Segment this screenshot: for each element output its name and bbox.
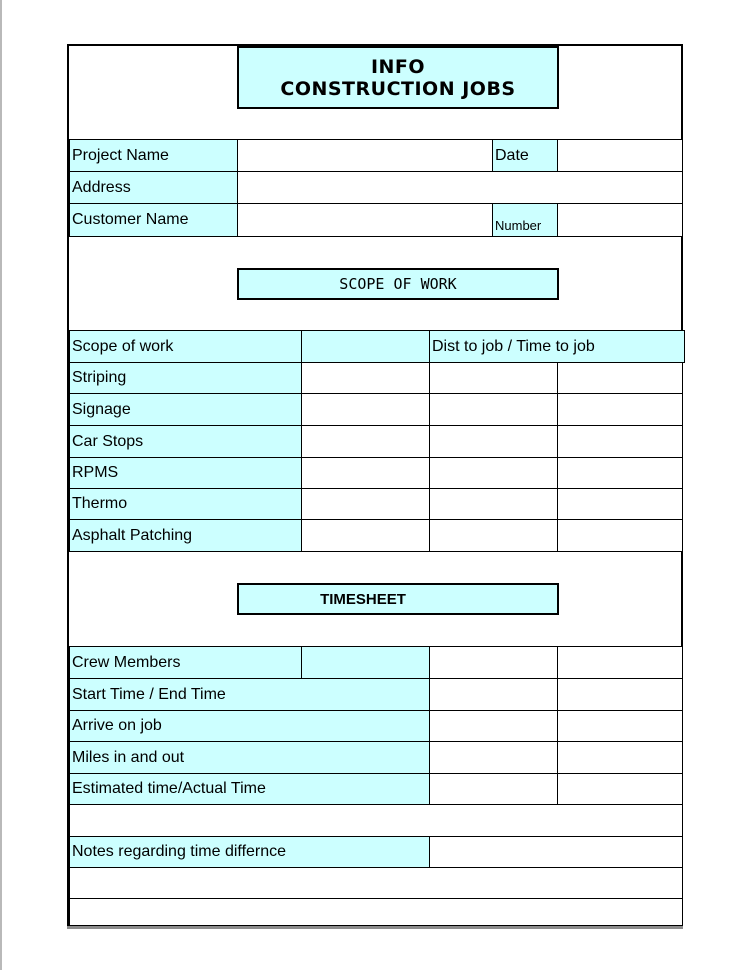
scope-item-asphalt-patching: Asphalt Patching — [69, 519, 302, 552]
number-field[interactable] — [557, 203, 683, 237]
scope-cell[interactable] — [429, 457, 558, 489]
timesheet-cell[interactable] — [557, 678, 683, 711]
blank-row[interactable] — [69, 804, 683, 837]
page-edge — [0, 0, 2, 970]
number-label: Number — [492, 203, 558, 237]
date-label: Date — [492, 139, 558, 172]
scope-cell[interactable] — [429, 362, 558, 394]
crew-members-label: Crew Members — [69, 646, 302, 679]
scope-cell[interactable] — [557, 519, 683, 552]
timesheet-cell[interactable] — [557, 646, 683, 679]
timesheet-cell[interactable] — [557, 741, 683, 774]
scope-col-item-header: Scope of work — [69, 330, 302, 363]
scope-cell[interactable] — [557, 393, 683, 426]
crew-members-cell[interactable] — [301, 646, 430, 679]
timesheet-cell[interactable] — [429, 646, 558, 679]
timesheet-heading: TIMESHEET — [237, 583, 559, 615]
scope-cell[interactable] — [429, 488, 558, 520]
form-title-line2: CONSTRUCTION JOBS — [280, 77, 516, 100]
scope-item-rpms: RPMS — [69, 457, 302, 489]
scope-col-dist-header: Dist to job / Time to job — [429, 330, 685, 363]
timesheet-cell[interactable] — [429, 741, 558, 774]
address-field[interactable] — [237, 171, 683, 204]
form-title-box — [237, 46, 559, 109]
notes-line[interactable] — [69, 867, 683, 899]
scope-cell[interactable] — [429, 425, 558, 458]
date-field[interactable] — [557, 139, 683, 172]
scope-cell[interactable] — [557, 488, 683, 520]
scope-cell[interactable] — [301, 362, 430, 394]
address-label: Address — [69, 171, 238, 204]
scope-item-car-stops: Car Stops — [69, 425, 302, 458]
scope-cell[interactable] — [301, 519, 430, 552]
customer-name-label: Customer Name — [69, 203, 238, 237]
scope-cell[interactable] — [301, 425, 430, 458]
notes-time-difference-field[interactable] — [429, 836, 683, 868]
notes-time-difference-label: Notes regarding time differnce — [69, 836, 430, 868]
start-end-time-label: Start Time / End Time — [69, 678, 430, 711]
timesheet-cell[interactable] — [429, 773, 558, 805]
arrive-on-job-label: Arrive on job — [69, 710, 430, 742]
scope-of-work-heading: SCOPE OF WORK — [237, 268, 559, 300]
timesheet-cell[interactable] — [429, 710, 558, 742]
scope-cell[interactable] — [557, 362, 683, 394]
scope-cell[interactable] — [301, 393, 430, 426]
bottom-shadow-rule — [67, 926, 683, 929]
miles-in-out-label: Miles in and out — [69, 741, 430, 774]
scope-cell[interactable] — [557, 425, 683, 458]
form-title-line1: INFO — [370, 55, 426, 78]
customer-name-field[interactable] — [237, 203, 493, 237]
scope-cell[interactable] — [301, 488, 430, 520]
scope-item-striping: Striping — [69, 362, 302, 394]
scope-item-thermo: Thermo — [69, 488, 302, 520]
estimated-actual-time-label: Estimated time/Actual Time — [69, 773, 430, 805]
scope-cell[interactable] — [429, 393, 558, 426]
timesheet-cell[interactable] — [429, 678, 558, 711]
scope-cell[interactable] — [557, 457, 683, 489]
construction-info-form — [67, 44, 683, 928]
project-name-field[interactable] — [237, 139, 493, 172]
timesheet-cell[interactable] — [557, 710, 683, 742]
scope-item-signage: Signage — [69, 393, 302, 426]
scope-cell[interactable] — [429, 519, 558, 552]
notes-line[interactable] — [69, 898, 683, 926]
scope-col-blank-header — [301, 330, 430, 363]
project-name-label: Project Name — [69, 139, 238, 172]
scope-cell[interactable] — [301, 457, 430, 489]
timesheet-cell[interactable] — [557, 773, 683, 805]
